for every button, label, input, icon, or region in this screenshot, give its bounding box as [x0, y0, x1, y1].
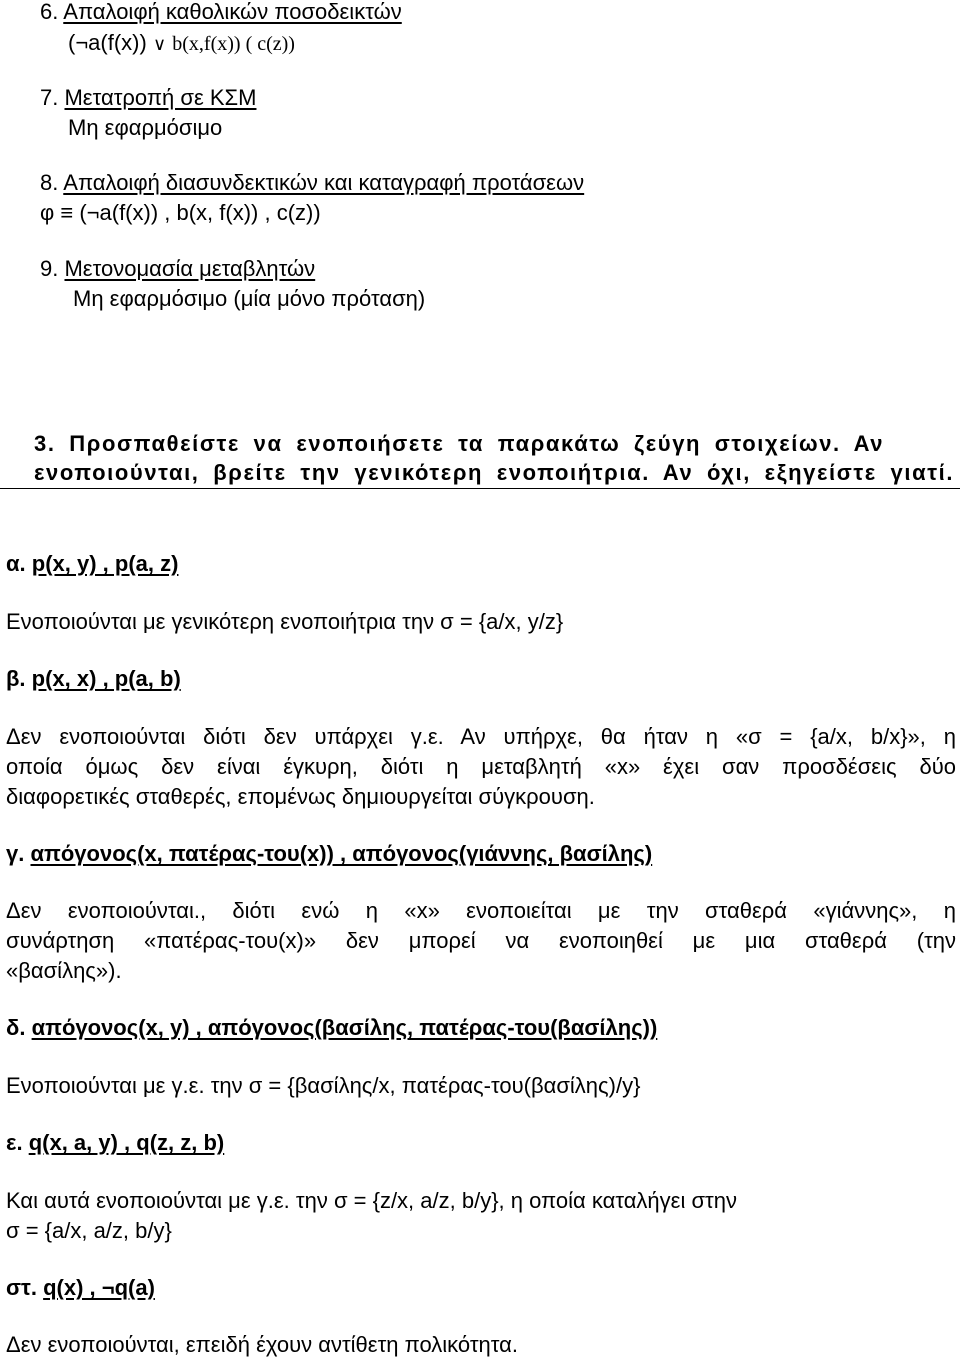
part-c-answer-line: «βασίλης»).	[6, 958, 122, 983]
part-c-answer-line: συνάρτηση «πατέρας-του(x)» δεν μπορεί να ενοποιηθεί με μια σταθερά (την	[6, 928, 956, 953]
part-e-heading	[6, 1129, 224, 1157]
step-6-heading	[40, 0, 402, 26]
term-pair: q(x, a, y) , q(z, z, b)	[28, 1130, 225, 1155]
part-label: δ.	[6, 1015, 26, 1040]
part-label: ε.	[6, 1130, 23, 1155]
part-label: στ.	[6, 1275, 37, 1300]
term-pair: p(x, x) , p(a, b)	[31, 666, 181, 691]
step-7-body: Μη εφαρμόσιμο	[68, 115, 223, 140]
part-b-heading	[6, 665, 181, 693]
term-pair: p(x, y) , p(a, z)	[31, 551, 179, 576]
part-e-answer-line: σ = {a/x, a/z, b/y}	[6, 1218, 172, 1243]
formula-part: b(x,f(x)) ( c(z))	[172, 33, 295, 55]
step-number: 8.	[40, 170, 59, 195]
part-b-answer-line: Δεν ενοποιούνται διότι δεν υπάρχει γ.ε. Αν υπήρχε, θα ήταν η «σ = {a/x, b/x}», η	[6, 724, 956, 749]
step-8-heading	[40, 169, 584, 197]
part-e-answer-line: Και αυτά ενοποιούνται με γ.ε. την σ = {z/x, a/z, b/y}, η οποία καταλήγει στην	[6, 1188, 737, 1213]
part-c-heading	[6, 840, 652, 868]
part-f-answer: Δεν ενοποιούνται, επειδή έχουν αντίθετη πολικότητα.	[6, 1332, 518, 1357]
step-8-body: φ ≡ (¬a(f(x)) , b(x, f(x)) , c(z))	[40, 200, 321, 225]
part-b-answer-line: οποία όμως δεν είναι έγκυρη, διότι η μεταβλητή «x» έχει σαν προσδέσεις δύο	[6, 754, 956, 779]
part-f-heading	[6, 1274, 155, 1302]
part-label: β.	[6, 666, 26, 691]
part-b-answer-line: διαφορετικές σταθερές, επομένως δημιουργείται σύγκρουση.	[6, 784, 595, 809]
step-title: Μετατροπή σε ΚΣΜ	[64, 85, 257, 110]
term-pair: q(x) , ¬q(a)	[43, 1275, 155, 1300]
part-label: α.	[6, 551, 26, 576]
section-rule	[0, 488, 960, 489]
part-c-answer-line: Δεν ενοποιούνται., διότι ενώ η «x» ενοποιείται με την σταθερά «γιάννης», η	[6, 898, 956, 923]
part-d-answer: Ενοποιούνται με γ.ε. την σ = {βασίλης/x, πατέρας-του(βασίλης)/y}	[6, 1073, 641, 1098]
step-title: Απαλοιφή καθολικών ποσοδεικτών	[63, 0, 402, 24]
part-a-heading	[6, 550, 178, 578]
step-number: 6.	[40, 0, 59, 24]
term-pair: απόγονος(x, y) , απόγονος(βασίλης, πατέρας-του(βασίλης))	[31, 1015, 658, 1040]
step-title: Απαλοιφή διασυνδεκτικών και καταγραφή προτάσεων	[63, 170, 585, 195]
step-title: Μετονομασία μεταβλητών	[64, 256, 316, 281]
part-label: γ.	[6, 841, 25, 866]
or-symbol: ∨	[152, 34, 167, 54]
step-number: 7.	[40, 85, 59, 110]
exercise-title-line-2: ενοποιούνται, βρείτε την γενικότερη ενοποιήτρια. Αν όχι, εξηγείστε γιατί.	[34, 460, 955, 485]
part-a-answer: Ενοποιούνται με γενικότερη ενοποιήτρια την σ = {a/x, y/z}	[6, 609, 564, 634]
part-d-heading	[6, 1014, 657, 1042]
step-7-heading	[40, 84, 256, 112]
formula-part: (¬a(f(x))	[68, 30, 147, 55]
step-9-body: Μη εφαρμόσιμο (μία μόνο πρόταση)	[73, 286, 426, 311]
step-number: 9.	[40, 256, 59, 281]
step-9-heading	[40, 255, 315, 283]
step-6-body	[68, 29, 295, 58]
exercise-title-line-1: 3. Προσπαθείστε να ενοποιήσετε τα παρακάτω ζεύγη στοιχείων. Αν	[34, 431, 885, 456]
term-pair: απόγονος(x, πατέρας-του(x)) , απόγονος(γιάννης, βασίλης)	[30, 841, 653, 866]
